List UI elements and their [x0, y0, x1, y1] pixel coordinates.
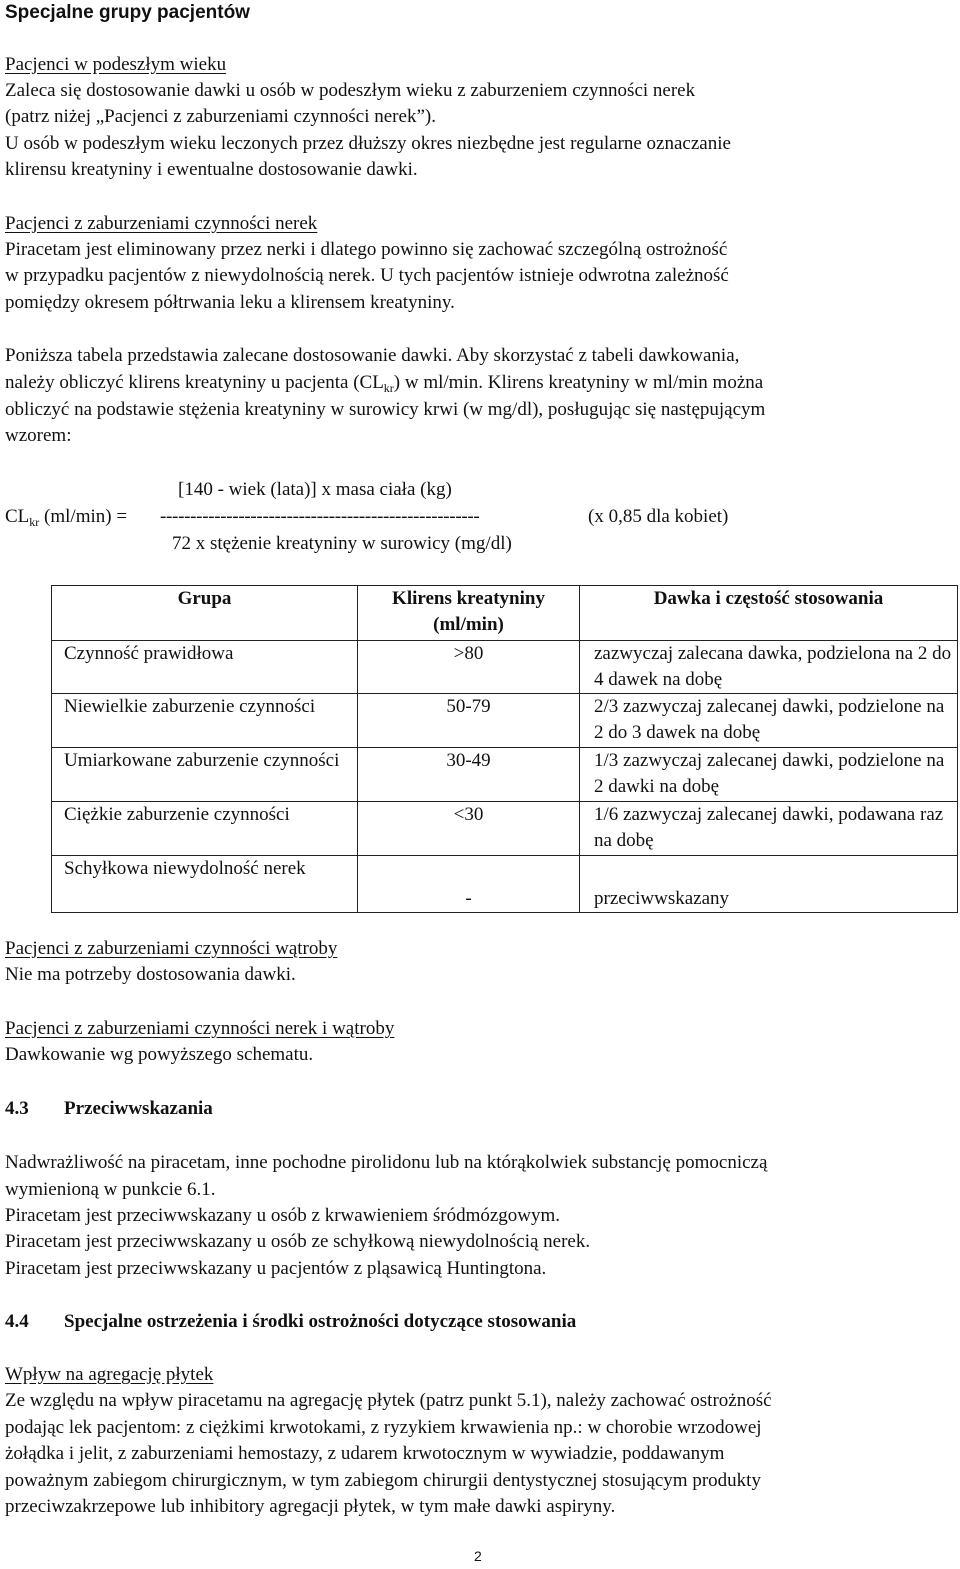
formula-lhs-subscript: kr [29, 515, 40, 529]
renal-hepatic-text: Dawkowanie wg powyższego schematu. [5, 1044, 314, 1065]
elderly-line: Zaleca się dostosowanie dawki u osób w podeszłym wieku z zaburzeniem czynności nerek [5, 80, 696, 101]
platelet-line: przeciwzakrzepowe lub inhibitory agregacji płytek, w tym małe dawki aspiryny. [5, 1496, 616, 1517]
platelet-line: podając lek pacjentom: z ciężkimi krwotokami, z ryzykiem krwawienia np.: w chorobie wrzodowej [5, 1417, 762, 1438]
dose-adjustment-table [51, 585, 958, 913]
platelet-line: Ze względu na wpływ piracetamu na agregację płytek (patrz punkt 5.1), należy zachować ostrożność [5, 1390, 772, 1411]
hepatic-heading: Pacjenci z zaburzeniami czynności wątroby [5, 938, 338, 959]
renal-line: Piracetam jest eliminowany przez nerki i dlatego powinno się zachować szczególną ostrożność [5, 239, 728, 260]
renal-para2-line: wzorem: [5, 425, 72, 446]
contraindication-line: wymienioną w punkcie 6.1. [5, 1179, 216, 1200]
section-4-4-title: Specjalne ostrzeżenia i środki ostrożności dotyczące stosowania [64, 1311, 577, 1332]
cell-group: Czynność prawidłowa [52, 641, 358, 694]
formula-lhs [5, 504, 127, 531]
page-number: 2 [474, 1548, 482, 1564]
formula-lhs-unit: (ml/min) = [39, 506, 128, 527]
cell-dose: 2/3 zazwyczaj zalecanej dawki, podzielone na 2 do 3 dawek na dobę [580, 694, 958, 748]
cell-dose: 1/3 zazwyczaj zalecanej dawki, podzielone na 2 dawki na dobę [580, 748, 958, 802]
platelet-heading: Wpływ na agregację płytek [5, 1364, 214, 1385]
table-row [52, 694, 958, 748]
formula-numerator: [140 - wiek (lata)] x masa ciała (kg) [178, 479, 452, 500]
contraindication-line: Piracetam jest przeciwwskazany u osób ze schyłkową niewydolnością nerek. [5, 1231, 591, 1252]
platelet-line: żołądka i jelit, z zaburzeniami hemostazy, z udarem krwotocznym w wywiadzie, poddawanym [5, 1443, 725, 1464]
cell-clearance: <30 [358, 802, 580, 856]
elderly-line: (patrz niżej „Pacjenci z zaburzeniami czynności nerek”). [5, 106, 436, 127]
elderly-heading: Pacjenci w podeszłym wieku [5, 54, 227, 75]
table-row [52, 748, 958, 802]
table-row [52, 802, 958, 856]
clearance-subscript: kr [383, 381, 394, 395]
header-clearance: Klirens kreatyniny (ml/min) [358, 586, 580, 641]
section-4-3-number: 4.3 [5, 1098, 29, 1119]
header-group: Grupa [52, 586, 358, 641]
cell-group: Niewielkie zaburzenie czynności [52, 694, 358, 748]
cell-group: Schyłkowa niewydolność nerek [52, 856, 358, 913]
renal-line: w przypadku pacjentów z niewydolnością nerek. U tych pacjentów istnieje odwrotna zależność [5, 265, 729, 286]
section-title: Specjalne grupy pacjentów [5, 2, 250, 23]
contraindication-line: Piracetam jest przeciwwskazany u osób z krwawieniem śródmózgowym. [5, 1205, 561, 1226]
cell-clearance: 30-49 [358, 748, 580, 802]
renal-para2-text: ) w ml/min. Klirens kreatyniny w ml/min można [393, 372, 764, 393]
cell-group: Ciężkie zaburzenie czynności [52, 802, 358, 856]
cell-clearance: - [358, 856, 580, 913]
cell-clearance: 50-79 [358, 694, 580, 748]
cell-dose: 1/6 zazwyczaj zalecanej dawki, podawana raz na dobę [580, 802, 958, 856]
cell-clearance: >80 [358, 641, 580, 694]
contraindication-line: Nadwrażliwość na piracetam, inne pochodne pirolidonu lub na którąkolwiek substancję pomocniczą [5, 1152, 768, 1173]
platelet-line: poważnym zabiegom chirurgicznym, w tym zabiegom chirurgii dentystycznej stosującym produkty [5, 1470, 761, 1491]
section-4-3-title: Przeciwwskazania [64, 1098, 213, 1119]
hepatic-text: Nie ma potrzeby dostosowania dawki. [5, 964, 296, 985]
table-row [52, 856, 958, 913]
header-dose: Dawka i częstość stosowania [580, 586, 958, 641]
cell-dose: zazwyczaj zalecana dawka, podzielona na 2 do 4 dawek na dobę [580, 641, 958, 694]
contraindication-line: Piracetam jest przeciwwskazany u pacjentów z pląsawicą Huntingtona. [5, 1258, 547, 1279]
renal-para2-line: obliczyć na podstawie stężenia kreatyniny w surowicy krwi (w mg/dl), posługując się następującym [5, 399, 766, 420]
renal-hepatic-heading: Pacjenci z zaburzeniami czynności nerek i wątroby [5, 1018, 395, 1039]
renal-heading: Pacjenci z zaburzeniami czynności nerek [5, 213, 318, 234]
renal-line: pomiędzy okresem półtrwania leku a klirensem kreatyniny. [5, 292, 455, 313]
table-header-row [52, 586, 958, 641]
formula-denominator: 72 x stężenie kreatyniny w surowicy (mg/dl) [172, 533, 512, 554]
cell-group: Umiarkowane zaburzenie czynności [52, 748, 358, 802]
formula-lhs-main: CL [5, 506, 30, 527]
table-row [52, 641, 958, 694]
renal-para2-text: należy obliczyć klirens kreatyniny u pacjenta (CL [5, 372, 384, 393]
renal-para2-line: Poniższa tabela przedstawia zalecane dostosowanie dawki. Aby skorzystać z tabeli dawkowania, [5, 345, 740, 366]
renal-para2-line [5, 370, 763, 397]
elderly-line: klirensu kreatyniny i ewentualne dostosowanie dawki. [5, 159, 418, 180]
formula-female-factor: (x 0,85 dla kobiet) [588, 506, 729, 527]
section-4-4-number: 4.4 [5, 1311, 29, 1332]
cell-dose: przeciwwskazany [580, 856, 958, 913]
elderly-line: U osób w podeszłym wieku leczonych przez dłuższy okres niezbędne jest regularne oznaczanie [5, 133, 731, 154]
formula-fraction-bar: ----------------------------------------------------- [160, 506, 480, 527]
